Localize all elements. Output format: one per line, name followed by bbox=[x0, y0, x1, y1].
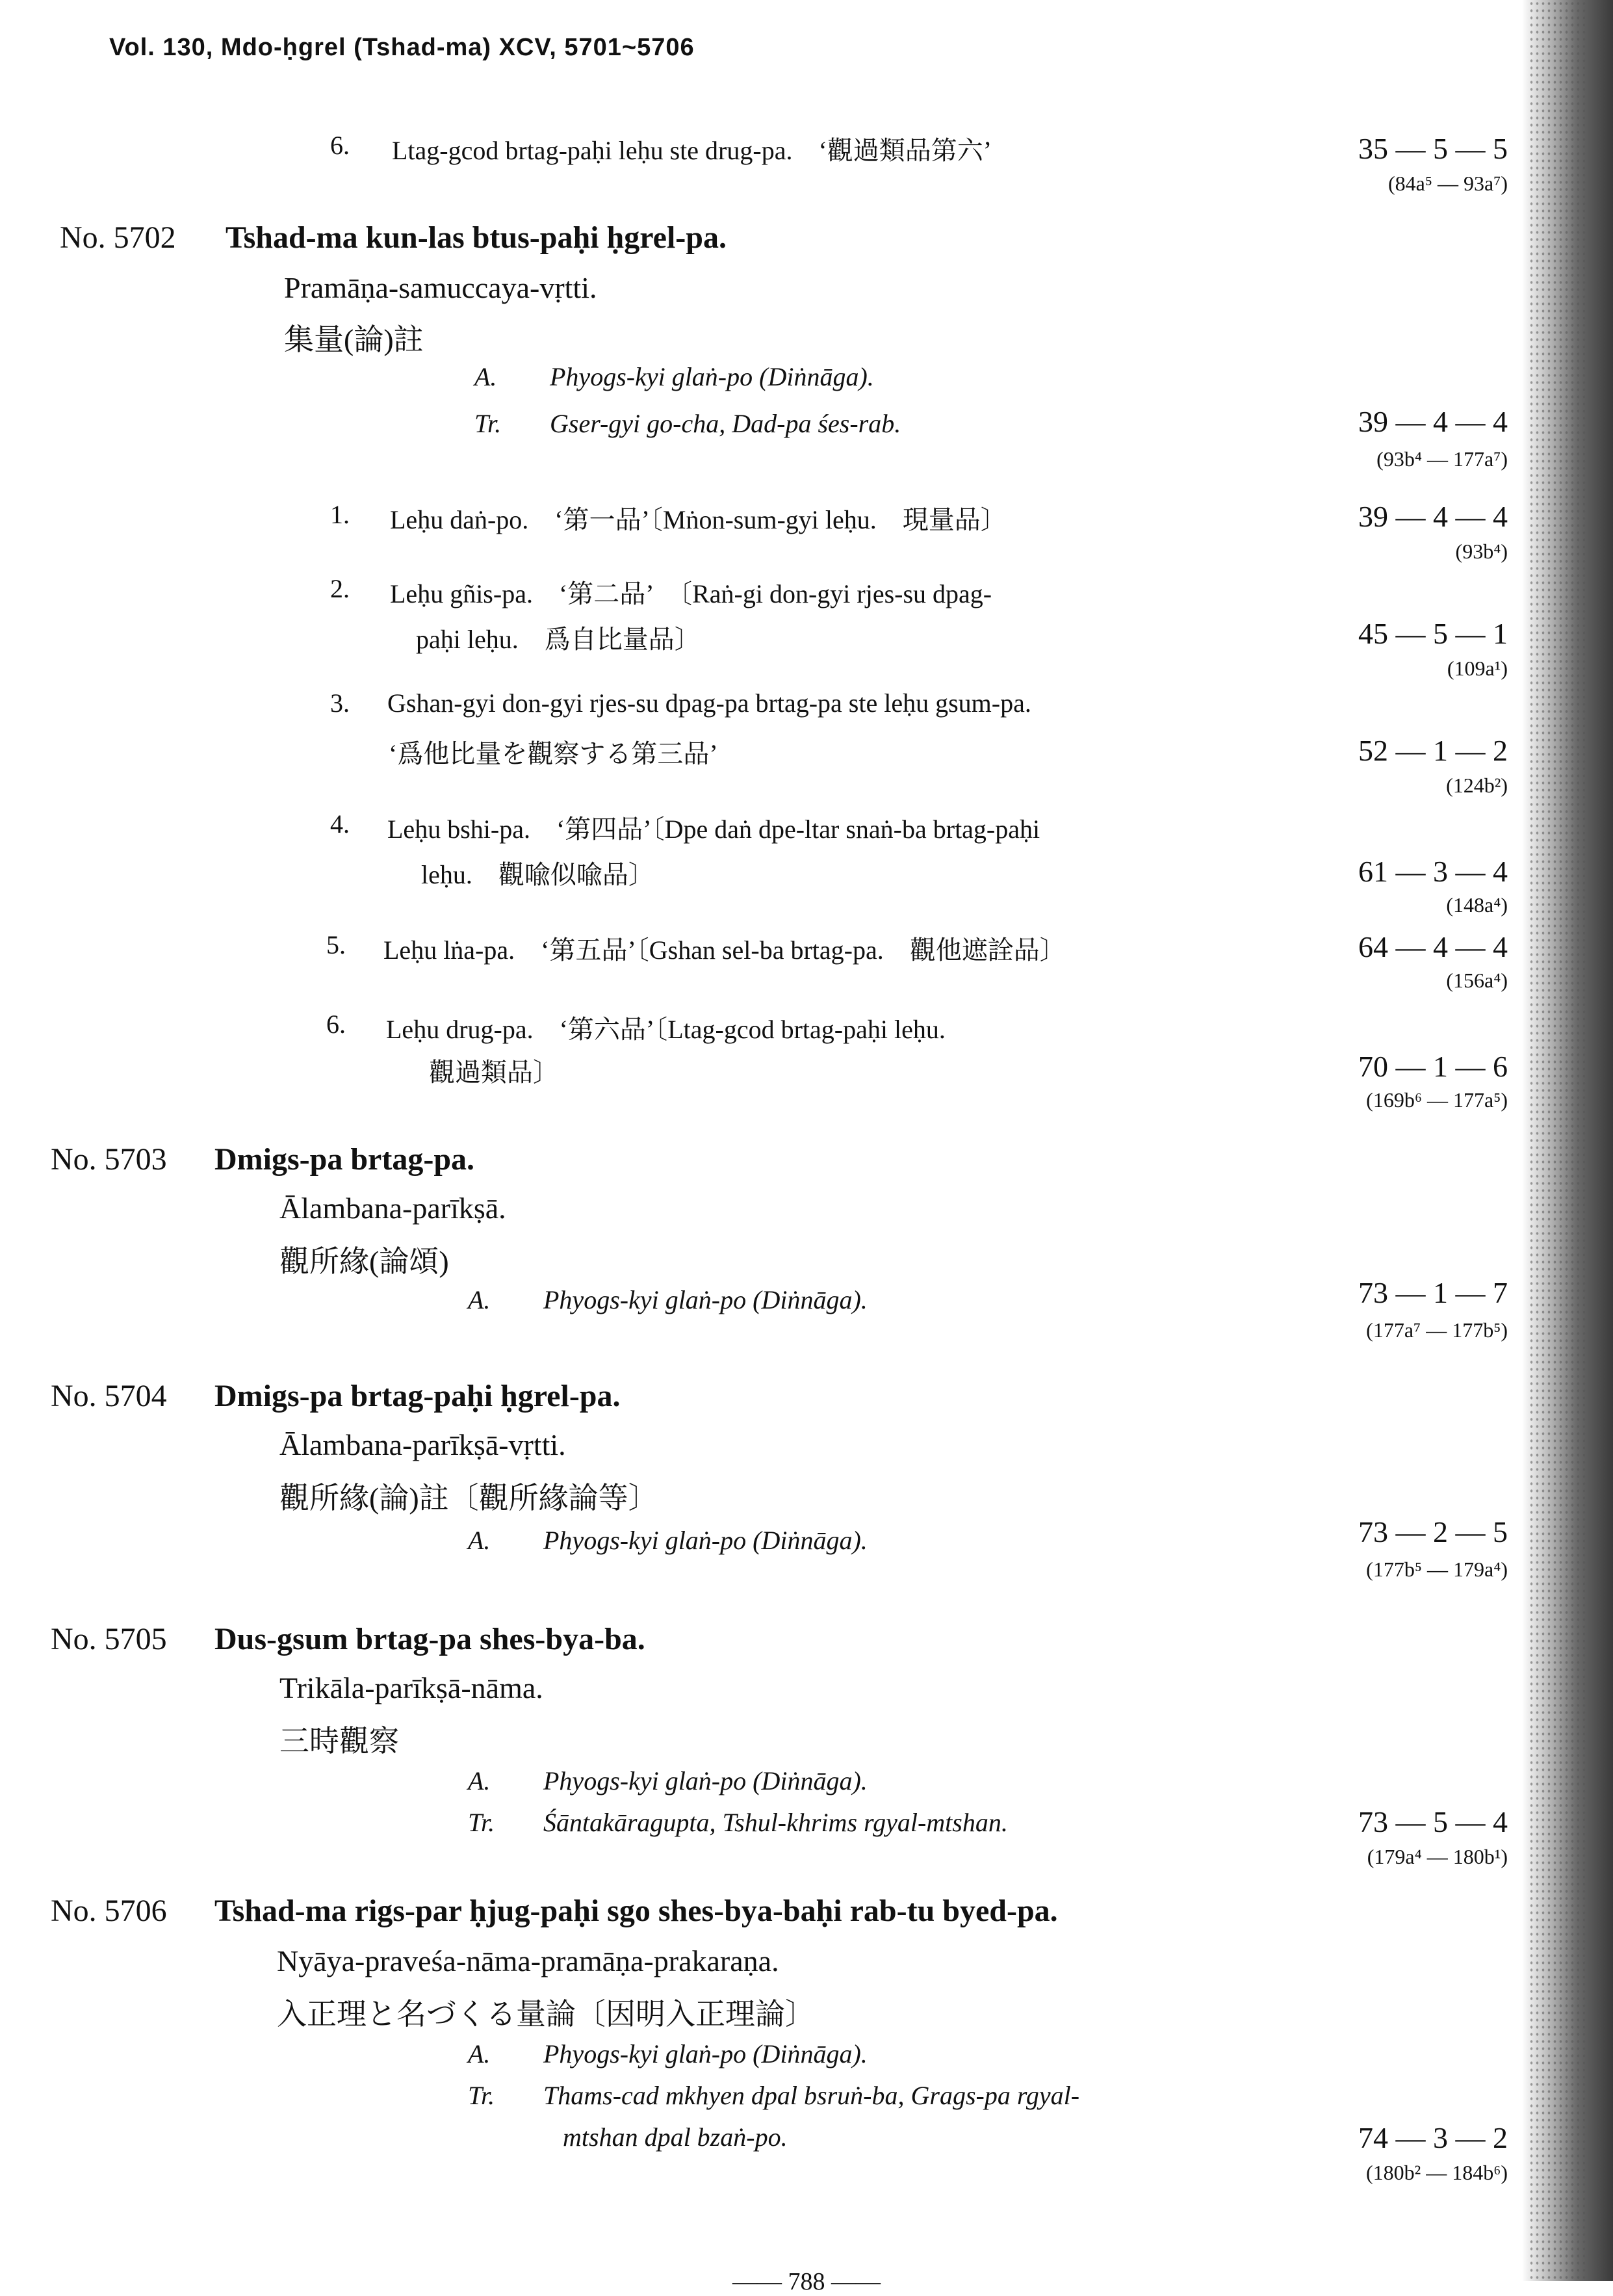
entry-ref: 74 — 3 — 2 bbox=[1358, 2121, 1508, 2154]
chapter-text-cont: leḥu. 觀喩似喩品〕 bbox=[421, 860, 654, 889]
entry-japanese-title: 入正理と名づくる量論〔因明入正理論〕 bbox=[277, 1998, 815, 2031]
attr-author: Phyogs-kyi glaṅ-po (Diṅnāga). bbox=[543, 1526, 868, 1555]
chapter-text: Leḥu drug-pa. ‘第六品’〔Ltag-gcod brtag-paḥi leḥu. bbox=[386, 1015, 946, 1044]
chapter-ref-sub: (109a¹) bbox=[1447, 657, 1508, 680]
chapter-number: 1. bbox=[330, 500, 350, 529]
entry-sanskrit-title: Ālambana-parīkṣā-vṛtti. bbox=[279, 1428, 566, 1461]
prev-item-ref: 35 — 5 — 5 bbox=[1358, 132, 1508, 165]
entry-sanskrit-title: Nyāya-praveśa-nāma-pramāṇa-prakaraṇa. bbox=[277, 1944, 779, 1977]
entry-number: No. 5702 bbox=[60, 220, 176, 255]
entry-number: No. 5704 bbox=[51, 1379, 167, 1413]
attr-key-translator: Tr. bbox=[474, 409, 502, 438]
entry-ref: 73 — 1 — 7 bbox=[1358, 1276, 1508, 1309]
chapter-ref: 39 — 4 — 4 bbox=[1358, 500, 1508, 533]
attr-author: Phyogs-kyi glaṅ-po (Diṅnāga). bbox=[550, 362, 874, 391]
chapter-text-cont: ‘爲他比量を觀察する第三品’ bbox=[389, 739, 718, 768]
entry-japanese-title: 三時觀察 bbox=[279, 1725, 399, 1758]
entry-number: No. 5703 bbox=[51, 1142, 167, 1177]
chapter-text: Gshan-gyi don-gyi rjes-su dpag-pa brtag-pa ste leḥu gsum-pa. bbox=[387, 688, 1031, 718]
attr-key-translator: Tr. bbox=[468, 1808, 495, 1837]
chapter-ref: 52 — 1 — 2 bbox=[1358, 734, 1508, 767]
chapter-text-cont: 觀過類品〕 bbox=[429, 1058, 559, 1087]
running-header: Vol. 130, Mdo-ḥgrel (Tshad-ma) XCV, 5701~5706 bbox=[109, 34, 695, 61]
chapter-ref: 64 — 4 — 4 bbox=[1358, 930, 1508, 963]
attr-translator: Thams-cad mkhyen dpal bsruṅ-ba, Grags-pa rgyal- bbox=[543, 2081, 1080, 2110]
entry-ref: 73 — 2 — 5 bbox=[1358, 1515, 1508, 1548]
attr-key-author: A. bbox=[468, 1766, 491, 1795]
chapter-number: 4. bbox=[330, 809, 350, 839]
entry-japanese-title: 觀所緣(論頌) bbox=[279, 1245, 449, 1278]
chapter-number: 3. bbox=[330, 688, 350, 718]
chapter-text: Leḥu daṅ-po. ‘第一品’〔Mṅon-sum-gyi leḥu. 現量品〕 bbox=[390, 505, 1007, 534]
entry-title: Dmigs-pa brtag-paḥi ḥgrel-pa. bbox=[214, 1379, 621, 1413]
chapter-ref-sub: (124b²) bbox=[1446, 774, 1508, 797]
entry-sanskrit-title: Ālambana-parīkṣā. bbox=[279, 1192, 506, 1225]
attr-key-author: A. bbox=[468, 1285, 491, 1314]
entry-sanskrit-title: Trikāla-parīkṣā-nāma. bbox=[279, 1671, 543, 1704]
prev-item-number: 6. bbox=[330, 131, 350, 160]
attr-author: Phyogs-kyi glaṅ-po (Diṅnāga). bbox=[543, 2039, 868, 2068]
entry-ref-sub: (179a⁴ — 180b¹) bbox=[1367, 1845, 1508, 1868]
entry-sanskrit-title: Pramāṇa-samuccaya-vṛtti. bbox=[284, 271, 597, 304]
entry-ref-sub: (180b² — 184b⁶) bbox=[1365, 2161, 1508, 2184]
attr-translator: Gser-gyi go-cha, Dad-pa śes-rab. bbox=[550, 409, 901, 438]
entry-ref-sub: (93b⁴ — 177a⁷) bbox=[1376, 447, 1508, 471]
entry-ref-sub: (177a⁷ — 177b⁵) bbox=[1366, 1318, 1508, 1342]
prev-item-ref-sub: (84a⁵ — 93a⁷) bbox=[1387, 172, 1508, 195]
attr-translator: Śāntakāragupta, Tshul-khrims rgyal-mtshan. bbox=[543, 1808, 1008, 1837]
entry-title: Dus-gsum brtag-pa shes-bya-ba. bbox=[214, 1622, 645, 1656]
entry-japanese-title: 集量(論)註 bbox=[284, 323, 424, 356]
chapter-text: Leḥu gñis-pa. ‘第二品’ 〔Raṅ-gi don-gyi rjes-su dpag- bbox=[390, 579, 992, 608]
attr-key-author: A. bbox=[468, 1526, 491, 1555]
chapter-number: 5. bbox=[326, 930, 346, 959]
entry-title: Tshad-ma kun-las btus-paḥi ḥgrel-pa. bbox=[226, 220, 727, 255]
chapter-ref: 61 — 3 — 4 bbox=[1358, 855, 1508, 888]
attr-author: Phyogs-kyi glaṅ-po (Diṅnāga). bbox=[543, 1766, 868, 1795]
attr-author: Phyogs-kyi glaṅ-po (Diṅnāga). bbox=[543, 1285, 868, 1314]
entry-ref: 39 — 4 — 4 bbox=[1358, 405, 1508, 438]
entry-ref: 73 — 5 — 4 bbox=[1358, 1805, 1508, 1838]
chapter-text-cont: paḥi leḥu. 爲自比量品〕 bbox=[416, 625, 701, 654]
chapter-text: Leḥu bshi-pa. ‘第四品’〔Dpe daṅ dpe-ltar snaṅ-ba brtag-paḥi bbox=[387, 815, 1040, 844]
attr-translator-cont: mtshan dpal bzaṅ-po. bbox=[563, 2122, 788, 2152]
entry-ref-sub: (177b⁵ — 179a⁴) bbox=[1366, 1558, 1508, 1581]
entry-number: No. 5706 bbox=[51, 1894, 167, 1928]
prev-item-text: Ltag-gcod brtag-paḥi leḥu ste drug-pa. ‘觀過類品第六’ bbox=[392, 136, 992, 165]
chapter-ref-sub: (169b⁶ — 177a⁵) bbox=[1366, 1088, 1508, 1112]
chapter-ref-sub: (156a⁴) bbox=[1446, 969, 1508, 992]
attr-key-author: A. bbox=[474, 362, 497, 391]
attr-key-author: A. bbox=[468, 2039, 491, 2068]
chapter-ref-sub: (148a⁴) bbox=[1446, 893, 1508, 917]
entry-title: Tshad-ma rigs-par ḥjug-paḥi sgo shes-bya-baḥi rab-tu byed-pa. bbox=[214, 1894, 1058, 1928]
chapter-ref-sub: (93b⁴) bbox=[1455, 540, 1508, 563]
chapter-ref: 45 — 5 — 1 bbox=[1358, 617, 1508, 650]
entry-number: No. 5705 bbox=[51, 1622, 167, 1656]
chapter-number: 6. bbox=[326, 1010, 346, 1039]
attr-key-translator: Tr. bbox=[468, 2081, 495, 2110]
chapter-number: 2. bbox=[330, 574, 350, 603]
entry-japanese-title: 觀所緣(論)註〔觀所緣論等〕 bbox=[279, 1481, 658, 1515]
chapter-ref: 70 — 1 — 6 bbox=[1358, 1050, 1508, 1083]
chapter-text: Leḥu lṅa-pa. ‘第五品’〔Gshan sel-ba brtag-pa. 觀他遮詮品〕 bbox=[383, 935, 1066, 965]
page-edge-texture bbox=[1529, 0, 1587, 2281]
page-number: —— 788 —— bbox=[732, 2268, 881, 2295]
entry-title: Dmigs-pa brtag-pa. bbox=[214, 1142, 475, 1177]
